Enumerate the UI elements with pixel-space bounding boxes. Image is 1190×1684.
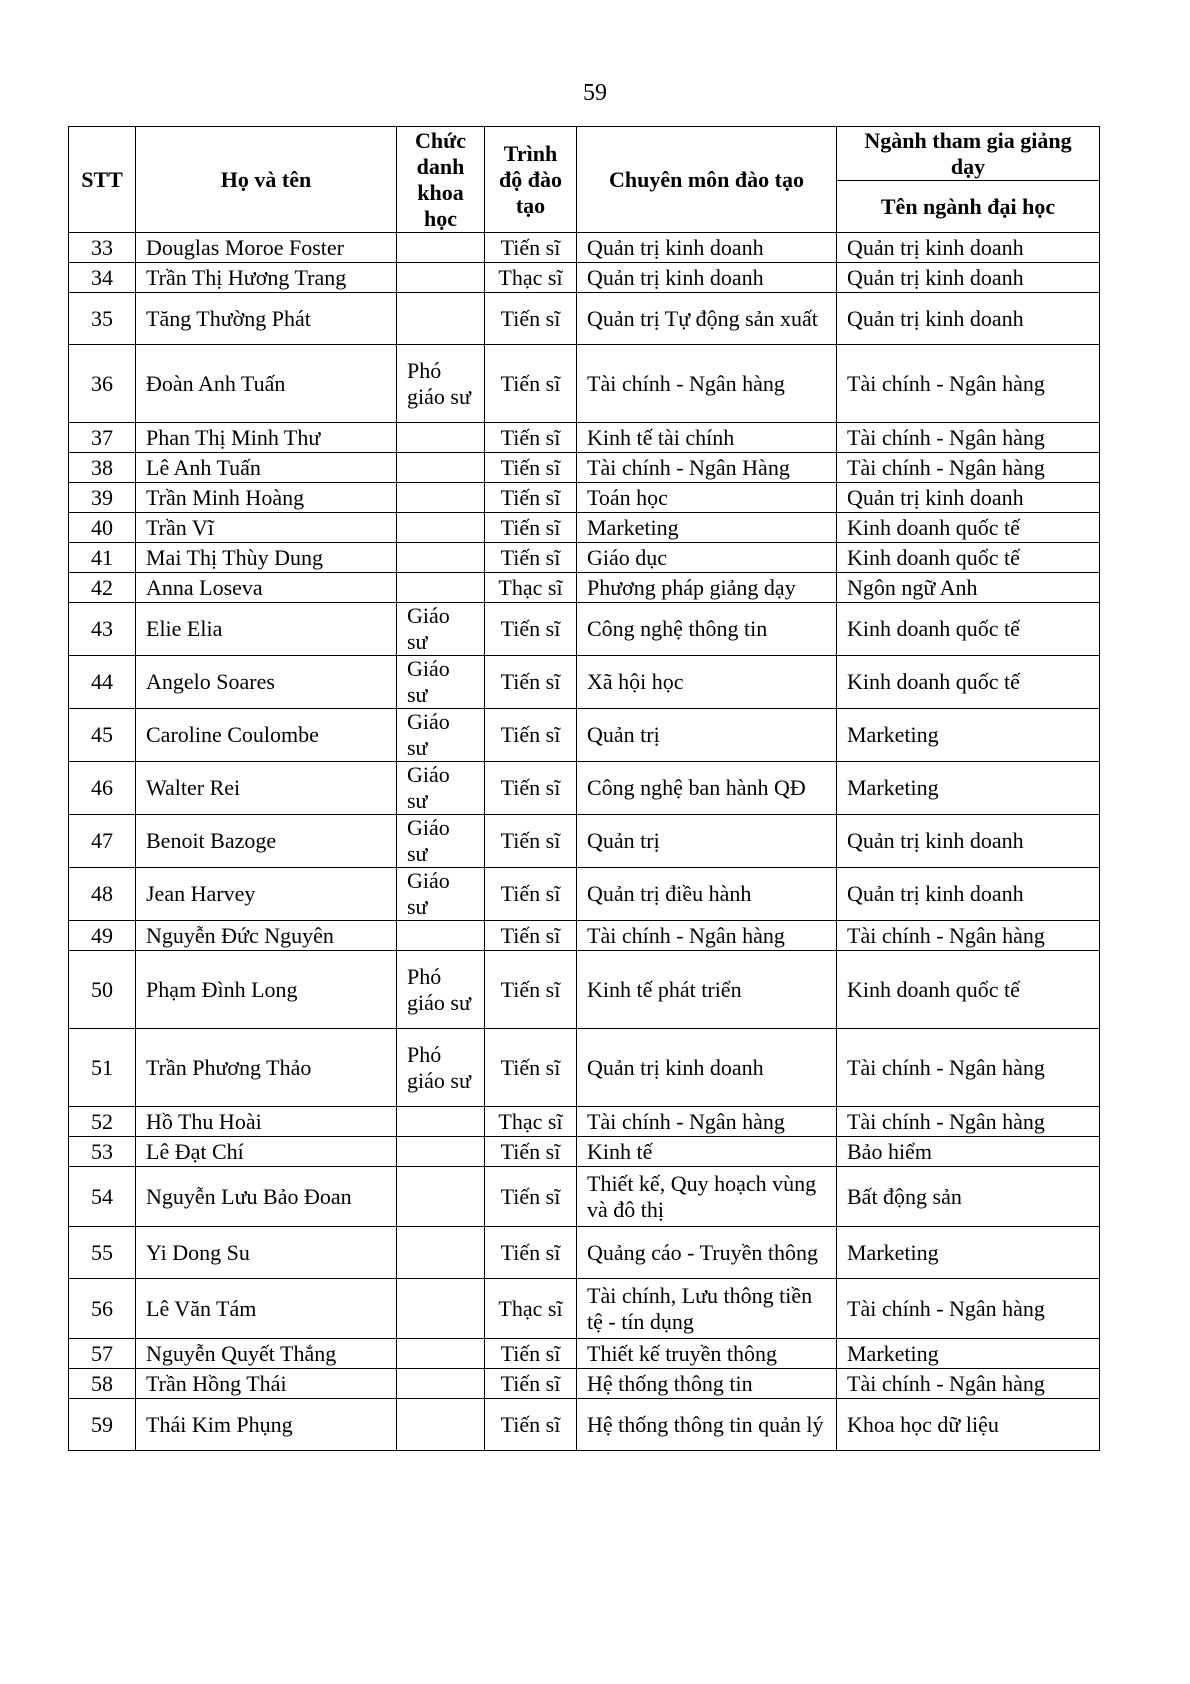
major-cell: Marketing [837,1339,1100,1369]
academic-title-cell [397,293,485,345]
academic-title-cell: Phó giáo sư [397,951,485,1029]
major-cell: Kinh doanh quốc tế [837,513,1100,543]
degree-cell: Tiến sĩ [485,1399,577,1451]
header-degree: Trình độ đào tạo [485,127,577,233]
major-cell: Tài chính - Ngân hàng [837,1369,1100,1399]
table-row [69,762,1100,815]
specialty-cell: Hệ thống thông tin quản lý [577,1399,837,1451]
name-cell: Phan Thị Minh Thư [136,423,397,453]
name-cell: Mai Thị Thùy Dung [136,543,397,573]
table-row [69,1137,1100,1167]
table-row [69,263,1100,293]
major-cell: Tài chính - Ngân hàng [837,453,1100,483]
name-cell: Nguyễn Quyết Thắng [136,1339,397,1369]
academic-title-cell: Giáo sư [397,656,485,709]
academic-title-cell [397,453,485,483]
degree-cell: Thạc sĩ [485,263,577,293]
degree-cell: Tiến sĩ [485,921,577,951]
stt-cell: 58 [69,1369,136,1399]
specialty-cell: Hệ thống thông tin [577,1369,837,1399]
major-cell: Bảo hiểm [837,1137,1100,1167]
header-teaching-field: Ngành tham gia giảng dạy [837,127,1100,181]
major-cell: Tài chính - Ngân hàng [837,1029,1100,1107]
academic-title-cell [397,573,485,603]
specialty-cell: Công nghệ ban hành QĐ [577,762,837,815]
stt-cell: 48 [69,868,136,921]
degree-cell: Tiến sĩ [485,868,577,921]
name-cell: Phạm Đình Long [136,951,397,1029]
degree-cell: Tiến sĩ [485,951,577,1029]
header-stt: STT [69,127,136,233]
name-cell: Jean Harvey [136,868,397,921]
name-cell: Walter Rei [136,762,397,815]
stt-cell: 34 [69,263,136,293]
stt-cell: 36 [69,345,136,423]
degree-cell: Thạc sĩ [485,573,577,603]
specialty-cell: Marketing [577,513,837,543]
major-cell: Kinh doanh quốc tế [837,656,1100,709]
stt-cell: 53 [69,1137,136,1167]
stt-cell: 33 [69,233,136,263]
major-cell: Quản trị kinh doanh [837,815,1100,868]
stt-cell: 59 [69,1399,136,1451]
table-row [69,513,1100,543]
academic-title-cell [397,513,485,543]
name-cell: Trần Hồng Thái [136,1369,397,1399]
table-row [69,543,1100,573]
academic-title-cell [397,1137,485,1167]
name-cell: Yi Dong Su [136,1227,397,1279]
degree-cell: Tiến sĩ [485,762,577,815]
stt-cell: 37 [69,423,136,453]
academic-title-cell [397,263,485,293]
table-row [69,1369,1100,1399]
specialty-cell: Kinh tế tài chính [577,423,837,453]
major-cell: Tài chính - Ngân hàng [837,345,1100,423]
name-cell: Hồ Thu Hoài [136,1107,397,1137]
table-row [69,951,1100,1029]
major-cell: Quản trị kinh doanh [837,263,1100,293]
degree-cell: Tiến sĩ [485,815,577,868]
specialty-cell: Toán học [577,483,837,513]
specialty-cell: Tài chính - Ngân hàng [577,345,837,423]
stt-cell: 56 [69,1279,136,1339]
degree-cell: Tiến sĩ [485,709,577,762]
table-row [69,1339,1100,1369]
table-row [69,483,1100,513]
degree-cell: Thạc sĩ [485,1279,577,1339]
degree-cell: Tiến sĩ [485,345,577,423]
degree-cell: Tiến sĩ [485,1029,577,1107]
name-cell: Thái Kim Phụng [136,1399,397,1451]
academic-title-cell: Giáo sư [397,603,485,656]
specialty-cell: Quản trị [577,709,837,762]
stt-cell: 51 [69,1029,136,1107]
stt-cell: 40 [69,513,136,543]
table-row [69,453,1100,483]
academic-title-cell [397,1107,485,1137]
specialty-cell: Thiết kế, Quy hoạch vùng và đô thị [577,1167,837,1227]
stt-cell: 55 [69,1227,136,1279]
table-row [69,345,1100,423]
degree-cell: Tiến sĩ [485,1167,577,1227]
table-row [69,573,1100,603]
academic-title-cell: Giáo sư [397,868,485,921]
header-specialty: Chuyên môn đào tạo [577,127,837,233]
major-cell: Quản trị kinh doanh [837,233,1100,263]
name-cell: Đoàn Anh Tuấn [136,345,397,423]
specialty-cell: Quản trị kinh doanh [577,1029,837,1107]
academic-title-cell: Phó giáo sư [397,1029,485,1107]
specialty-cell: Quảng cáo - Truyền thông [577,1227,837,1279]
name-cell: Benoit Bazoge [136,815,397,868]
table-row [69,293,1100,345]
name-cell: Tăng Thường Phát [136,293,397,345]
academic-title-cell [397,1279,485,1339]
degree-cell: Tiến sĩ [485,453,577,483]
specialty-cell: Quản trị Tự động sản xuất [577,293,837,345]
table-row [69,921,1100,951]
name-cell: Lê Anh Tuấn [136,453,397,483]
table-row [69,868,1100,921]
name-cell: Trần Phương Thảo [136,1029,397,1107]
stt-cell: 38 [69,453,136,483]
header-name: Họ và tên [136,127,397,233]
table-row [69,815,1100,868]
specialty-cell: Quản trị [577,815,837,868]
name-cell: Anna Loseva [136,573,397,603]
major-cell: Kinh doanh quốc tế [837,543,1100,573]
major-cell: Tài chính - Ngân hàng [837,921,1100,951]
degree-cell: Tiến sĩ [485,483,577,513]
major-cell: Quản trị kinh doanh [837,483,1100,513]
stt-cell: 50 [69,951,136,1029]
degree-cell: Tiến sĩ [485,1227,577,1279]
academic-title-cell [397,921,485,951]
specialty-cell: Tài chính - Ngân hàng [577,921,837,951]
degree-cell: Tiến sĩ [485,423,577,453]
academic-title-cell [397,1369,485,1399]
major-cell: Marketing [837,1227,1100,1279]
academic-title-cell [397,1399,485,1451]
stt-cell: 49 [69,921,136,951]
specialty-cell: Kinh tế phát triển [577,951,837,1029]
faculty-table [68,126,1100,1451]
degree-cell: Tiến sĩ [485,543,577,573]
academic-title-cell [397,1339,485,1369]
name-cell: Angelo Soares [136,656,397,709]
degree-cell: Thạc sĩ [485,1107,577,1137]
table-row [69,1167,1100,1227]
degree-cell: Tiến sĩ [485,293,577,345]
name-cell: Trần Thị Hương Trang [136,263,397,293]
degree-cell: Tiến sĩ [485,603,577,656]
page-number: 59 [583,80,607,106]
table-row [69,1279,1100,1339]
major-cell: Tài chính - Ngân hàng [837,423,1100,453]
academic-title-cell: Phó giáo sư [397,345,485,423]
name-cell: Douglas Moroe Foster [136,233,397,263]
academic-title-cell: Giáo sư [397,709,485,762]
stt-cell: 45 [69,709,136,762]
stt-cell: 44 [69,656,136,709]
major-cell: Bất động sản [837,1167,1100,1227]
academic-title-cell: Giáo sư [397,762,485,815]
name-cell: Trần Vĩ [136,513,397,543]
degree-cell: Tiến sĩ [485,1339,577,1369]
stt-cell: 52 [69,1107,136,1137]
stt-cell: 54 [69,1167,136,1227]
academic-title-cell [397,543,485,573]
degree-cell: Tiến sĩ [485,233,577,263]
academic-title-cell [397,1227,485,1279]
degree-cell: Tiến sĩ [485,1137,577,1167]
header-major-name: Tên ngành đại học [837,181,1100,233]
specialty-cell: Tài chính - Ngân Hàng [577,453,837,483]
major-cell: Kinh doanh quốc tế [837,951,1100,1029]
stt-cell: 42 [69,573,136,603]
specialty-cell: Xã hội học [577,656,837,709]
stt-cell: 35 [69,293,136,345]
table-row [69,656,1100,709]
specialty-cell: Thiết kế truyền thông [577,1339,837,1369]
name-cell: Lê Văn Tám [136,1279,397,1339]
major-cell: Tài chính - Ngân hàng [837,1279,1100,1339]
name-cell: Lê Đạt Chí [136,1137,397,1167]
major-cell: Quản trị kinh doanh [837,868,1100,921]
major-cell: Marketing [837,762,1100,815]
table-row [69,1227,1100,1279]
major-cell: Kinh doanh quốc tế [837,603,1100,656]
name-cell: Nguyễn Đức Nguyên [136,921,397,951]
stt-cell: 43 [69,603,136,656]
major-cell: Ngôn ngữ Anh [837,573,1100,603]
stt-cell: 57 [69,1339,136,1369]
academic-title-cell [397,233,485,263]
stt-cell: 41 [69,543,136,573]
specialty-cell: Giáo dục [577,543,837,573]
academic-title-cell: Giáo sư [397,815,485,868]
major-cell: Khoa học dữ liệu [837,1399,1100,1451]
table-row [69,603,1100,656]
table-row [69,1399,1100,1451]
name-cell: Trần Minh Hoàng [136,483,397,513]
academic-title-cell [397,483,485,513]
specialty-cell: Quản trị điều hành [577,868,837,921]
academic-title-cell [397,423,485,453]
specialty-cell: Quản trị kinh doanh [577,233,837,263]
specialty-cell: Công nghệ thông tin [577,603,837,656]
specialty-cell: Tài chính - Ngân hàng [577,1107,837,1137]
specialty-cell: Quản trị kinh doanh [577,263,837,293]
table-row [69,233,1100,263]
stt-cell: 46 [69,762,136,815]
degree-cell: Tiến sĩ [485,513,577,543]
header-academic-title: Chức danh khoa học [397,127,485,233]
major-cell: Marketing [837,709,1100,762]
table-body [69,233,1100,1451]
table-row [69,1107,1100,1137]
table-row [69,709,1100,762]
specialty-cell: Tài chính, Lưu thông tiền tệ - tín dụng [577,1279,837,1339]
name-cell: Nguyễn Lưu Bảo Đoan [136,1167,397,1227]
specialty-cell: Phương pháp giảng dạy [577,573,837,603]
table-row [69,1029,1100,1107]
table-row [69,423,1100,453]
name-cell: Elie Elia [136,603,397,656]
stt-cell: 47 [69,815,136,868]
major-cell: Quản trị kinh doanh [837,293,1100,345]
degree-cell: Tiến sĩ [485,1369,577,1399]
name-cell: Caroline Coulombe [136,709,397,762]
specialty-cell: Kinh tế [577,1137,837,1167]
stt-cell: 39 [69,483,136,513]
degree-cell: Tiến sĩ [485,656,577,709]
major-cell: Tài chính - Ngân hàng [837,1107,1100,1137]
academic-title-cell [397,1167,485,1227]
